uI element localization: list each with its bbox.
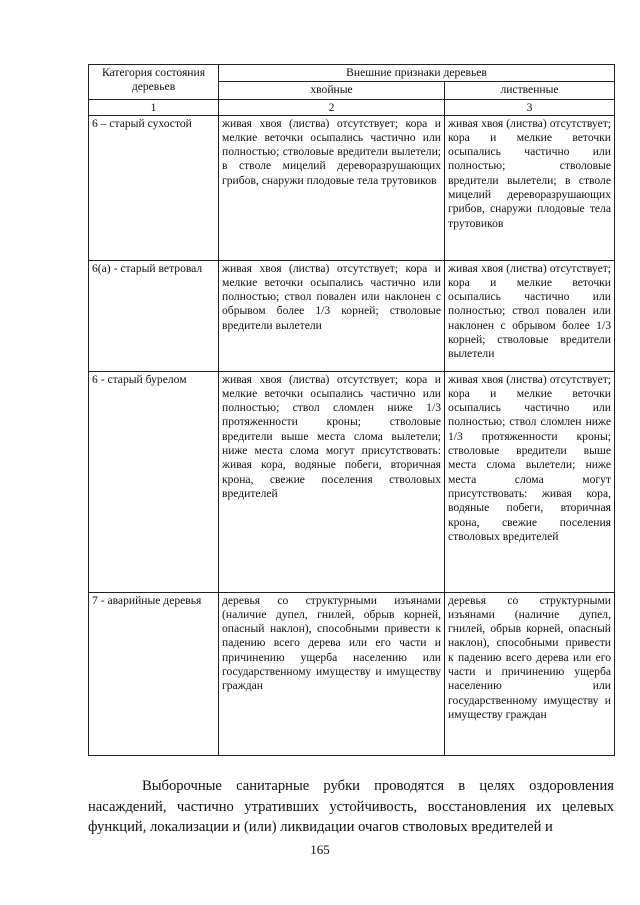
row-deciduous-signs: живая хвоя (листва) отсутствует; кора и мелкие веточки осыпались частично или полностью; ствол повален или наклонен с обрывом более 1/3 корней; стволовые вредители вылетели	[445, 260, 615, 371]
header-conifer: хвойные	[219, 82, 445, 99]
column-number-2: 2	[219, 99, 445, 115]
row-conifer-signs: живая хвоя (листва) отсутствует; кора и мелкие веточки осыпались частично или полностью; ствол повален или наклонен с обрывом более 1/3 корней; стволовые вредители вылетели	[219, 260, 445, 371]
row-conifer-signs: живая хвоя (листва) отсутствует; кора и мелкие веточки осыпались частично или полностью; стволовые вредители вылетели; в стволе мицелий дереворазрушающих грибов, снаружи плодовые тела трутовиков	[219, 115, 445, 260]
page-number: 165	[310, 842, 330, 857]
row-deciduous-signs: деревья со структурными изъянами (наличие дупел, гнилей, обрыв корней, опасный наклон), способными привести к падению всего дерева или его части и причинению ущерба населению или государственному имуществу и имуществу граждан	[445, 592, 615, 755]
row-deciduous-signs: живая хвоя (листва) отсутствует; кора и мелкие веточки осыпались частично или полностью; стволовые вредители вылетели; в стволе мицелий дереворазрушающих грибов, снаружи плодовые тела трутовиков	[445, 115, 615, 260]
header-deciduous: лиственные	[445, 82, 615, 99]
tree-condition-table	[88, 64, 615, 756]
body-paragraph: Выборочные санитарные рубки проводятся в целях оздоровления насаждений, частично утративших устойчивость, восстановления их целевых функций, локализации и (или) ликвидации очагов стволовых вредителей и	[88, 778, 614, 836]
table-row	[89, 115, 615, 260]
row-conifer-signs: деревья со структурными изъянами (наличие дупел, гнилей, обрыв корней, опасный наклон), способными привести к падению всего дерева или его части и причинению ущерба населению или государственному имуществу и имуществу граждан	[219, 592, 445, 755]
table-number-row	[89, 99, 615, 115]
table-row	[89, 371, 615, 592]
table-row	[89, 592, 615, 755]
row-category: 6 - старый бурелом	[89, 371, 219, 592]
table-row	[89, 260, 615, 371]
row-category: 6 – старый сухостой	[89, 115, 219, 260]
column-number-3: 3	[445, 99, 615, 115]
row-conifer-signs: живая хвоя (листва) отсутствует; кора и мелкие веточки осыпались частично или полностью; ствол сломлен ниже 1/3 протяженности кроны; стволовые вредители выше места слома вылетели; ниже места слома могут присутствовать: живая кора, водяные побеги, вторичная крона, свежие поселения стволовых вредителей	[219, 371, 445, 592]
header-signs: Внешние признаки деревьев	[219, 65, 615, 82]
row-deciduous-signs: живая хвоя (листва) отсутствует; кора и мелкие веточки осыпались частично или полностью; ствол сломлен ниже 1/3 протяженности кроны; стволовые вредители выше места слома вылетели; ниже места слома могут присутствовать: живая кора, водяные побеги, вторичная крона, свежие поселения стволовых вредителей	[445, 371, 615, 592]
row-category: 6(а) - старый ветровал	[89, 260, 219, 371]
table-header-row	[89, 65, 615, 82]
column-number-1: 1	[89, 99, 219, 115]
row-category: 7 - аварийные деревья	[89, 592, 219, 755]
header-category: Категория состояния деревьев	[89, 65, 219, 100]
